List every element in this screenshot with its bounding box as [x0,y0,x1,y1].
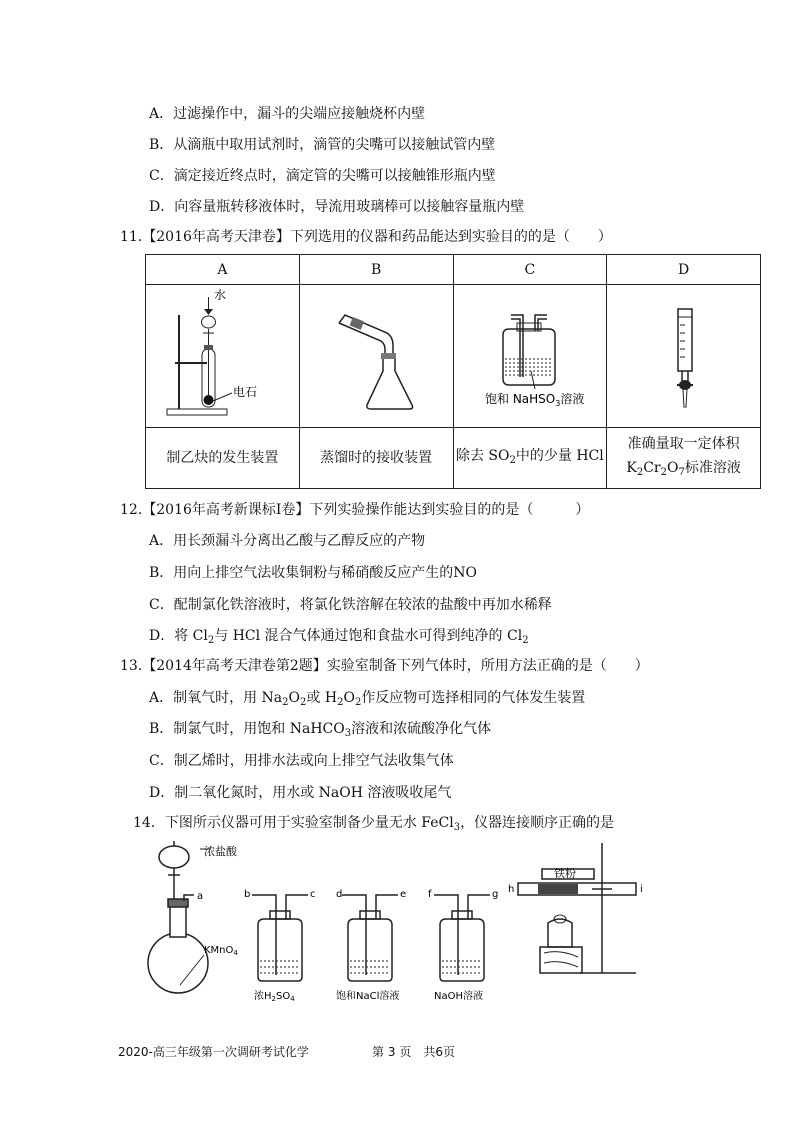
svg-text:饱和 NaHSO3溶液 [485,391,584,408]
q12-option-c: C．配制氯化铁溶液时，将氯化铁溶解在较浓的盐酸中再加水稀释 [149,597,552,613]
kmno4-label: KMnO [204,945,234,956]
q11-header-a: A [146,255,300,285]
q11-image-a [146,285,300,428]
q13-option-d: D．制二氧化氮时，用水或 NaOH 溶液吸收尾气 [149,785,452,801]
footer-page-number: 第 3 页 共6页 [372,1045,455,1059]
outlet-a-label: a [197,891,204,902]
q11-caption-a: 制乙炔的发生装置 [146,428,300,489]
q12-option-d: D．将 $Cl_2$与 HCl 混合气体通过饱和食盐水可得到纯净的 $Cl_2$ [149,628,529,646]
q11-image-b [299,285,453,428]
q13-option-c: C．制乙烯时，用排水法或向上排空气法收集气体 [149,753,454,769]
q11-image-c [453,285,607,428]
h2so4-label: 浓H [254,991,272,1002]
q11-image-d [607,285,761,428]
fecl3-apparatus-figure [140,835,660,1010]
q11-header-d: D [607,255,761,285]
hcl-label: 浓盐酸 [204,845,237,858]
q14-stem: 14．下图所示仪器可用于实验室制备少量无水 FeCl$_3$，仪器连接顺序正确的是 [133,815,615,833]
outlet-c-label: c [310,889,316,900]
burette-figure [609,285,759,423]
svg-text:KMnO4 [204,945,238,957]
q13-stem: 13.【2014年高考天津卷第2题】实验室制备下列气体时，所用方法正确的是（ ） [120,658,649,674]
q11-header-b: B [299,255,453,285]
inlet-h-label: h [508,884,515,895]
inlet-b-label: b [244,889,251,900]
acetylene-apparatus-figure [147,285,297,423]
c-solution-suffix: 溶液 [560,392,585,406]
gas-washing-bottle-figure [455,285,605,423]
q10-option-d: D．向容量瓶转移液体时，导流用玻璃棒可以接触容量瓶内壁 [149,199,525,215]
carbide-label: 电石 [233,385,258,399]
outlet-i-label: i [640,884,643,895]
distillation-receiver-figure [301,285,451,423]
c-solution-sub: 3 [555,399,561,408]
svg-text:浓H2SO4: 浓$H_2SO_4$ [254,991,295,1003]
footer-exam-title: 2020-高三年级第一次调研考试化学 [118,1045,309,1059]
q11-apparatus-table [145,254,761,489]
q10-option-a: A．过滤操作中，漏斗的尖端应接触烧杯内壁 [149,106,426,122]
nacl-label: 饱和NaCl溶液 [336,991,400,1002]
q12-option-a: A．用长颈漏斗分离出乙酸与乙醇反应的产物 [149,533,426,549]
outlet-g-label: g [492,889,499,900]
inlet-d-label: d [336,889,343,900]
q11-header-c: C [453,255,607,285]
q10-option-c: C．滴定接近终点时，滴定管的尖嘴可以接触锥形瓶内壁 [149,168,496,184]
outlet-e-label: e [400,889,407,900]
q11-stem: 11.【2016年高考天津卷】下列选用的仪器和药品能达到实验目的的是（ ） [120,229,612,245]
q13-option-b: B．制氯气时，用饱和 NaHCO$_3$溶液和浓硫酸净化气体 [149,721,492,739]
q12-stem: 12.【2016年高考新课标Ⅰ卷】下列实验操作能达到实验目的的是（ ） [120,502,590,518]
q13-option-a: A．制氧气时，用 $Na_2O_2$或 $H_2O_2$作反应物可选择相同的气体发生装置 [149,690,586,708]
inlet-f-label: f [428,889,432,900]
q12-option-b: B．用向上排空气法收集铜粉与稀硝酸反应产生的NO [149,565,478,581]
q11-caption-d: 准确量取一定体积 $K_2Cr_2O_7$标准溶液 [607,428,761,489]
q10-option-b: B．从滴瓶中取用试剂时，滴管的尖嘴可以接触试管内壁 [149,137,496,153]
q11-caption-c: 除去 $SO_2$中的少量 HCl [453,428,607,489]
iron-powder-label: 铁粉 [554,867,576,880]
c-solution-prefix: 饱和 NaHSO [484,392,556,406]
kmno4-sub: 4 [233,949,238,957]
naoh-label: NaOH溶液 [434,991,483,1002]
q11-caption-b: 蒸馏时的接收装置 [299,428,453,489]
water-label: 水 [214,288,227,302]
